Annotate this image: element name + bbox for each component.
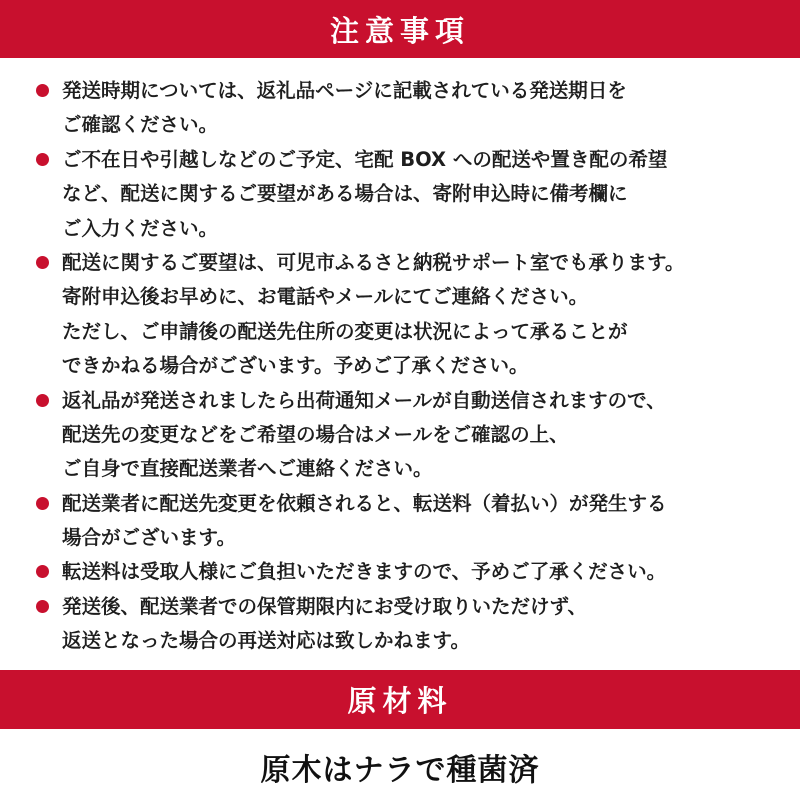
notice-line: ご確認ください。 xyxy=(62,113,219,137)
notice-item xyxy=(36,555,776,589)
bullet-icon xyxy=(36,153,49,166)
notice-item xyxy=(36,143,776,246)
notice-title: 注意事項 xyxy=(329,13,470,48)
notice-line: 返送となった場合の再送対応は致しかねます。 xyxy=(62,629,470,653)
notice-item xyxy=(36,246,776,384)
bullet-icon xyxy=(36,497,49,510)
materials-title: 原材料 xyxy=(347,684,453,718)
notice-line: できかねる場合がございます。予めご了承ください。 xyxy=(62,354,529,378)
notice-line: など、配送に関するご要望がある場合は、寄附申込時に備考欄に xyxy=(62,182,628,206)
notice-item xyxy=(36,384,776,487)
notice-header xyxy=(0,0,800,58)
notice-line: 配送業者に配送先変更を依頼されると、転送料（着払い）が発生する xyxy=(62,491,667,515)
materials-header xyxy=(0,670,800,729)
notice-line: ご入力ください。 xyxy=(62,216,219,240)
bullet-icon xyxy=(36,565,49,578)
notice-line: ご不在日や引越しなどのご予定、宅配 BOX への配送や置き配の希望 xyxy=(62,147,668,171)
notice-line: ただし、ご申請後の配送先住所の変更は状況によって承ることが xyxy=(62,319,628,343)
notice-line: ご自身で直接配送業者へご連絡ください。 xyxy=(62,457,433,481)
bullet-icon xyxy=(36,600,49,613)
notice-line: 寄附申込後お早めに、お電話やメールにてご連絡ください。 xyxy=(62,285,589,309)
bullet-icon xyxy=(36,394,49,407)
notice-list xyxy=(36,74,776,659)
notice-line: 場合がございます。 xyxy=(62,526,236,550)
materials-value: 原木はナラで種菌済 xyxy=(260,753,540,788)
notice-line: 配送に関するご要望は、可児市ふるさと納税サポート室でも承ります。 xyxy=(62,250,685,274)
notice-line: 転送料は受取人様にご負担いただきますので、予めご了承ください。 xyxy=(62,560,667,584)
notice-line: 返礼品が発送されましたら出荷通知メールが自動送信されますので、 xyxy=(62,388,666,412)
notice-line: 発送時期については、返礼品ページに記載されている発送期日を xyxy=(62,79,627,102)
notice-line: 発送後、配送業者での保管期限内にお受け取りいただけず、 xyxy=(62,594,587,618)
bullet-icon xyxy=(36,256,49,269)
notice-item xyxy=(36,590,776,659)
notice-item xyxy=(36,74,776,143)
notice-line: 配送先の変更などをご希望の場合はメールをご確認の上、 xyxy=(62,422,569,446)
notice-item xyxy=(36,487,776,556)
bullet-icon xyxy=(36,84,49,97)
